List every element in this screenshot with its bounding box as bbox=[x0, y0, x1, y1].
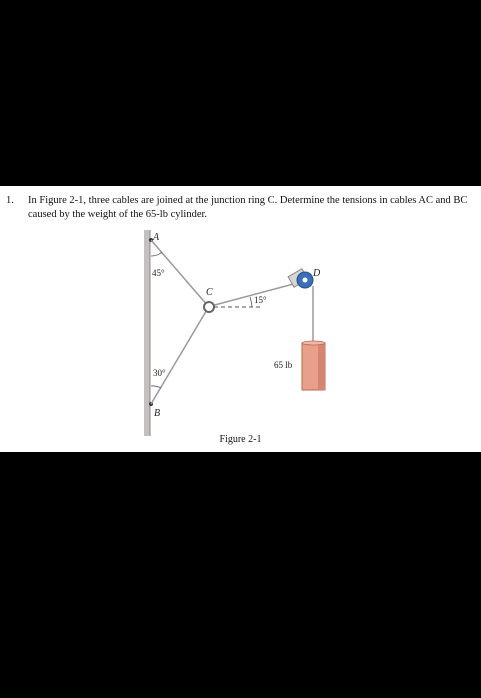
figure-caption: Figure 2-1 bbox=[219, 434, 262, 445]
angle-arc-c bbox=[250, 297, 252, 307]
wall bbox=[144, 230, 150, 436]
problem-text: In Figure 2-1, three cables are joined at the junction ring C. Determine the tensions in cables AC and BC caused by the weight of the 65-lb cylinder. bbox=[28, 195, 468, 220]
label-d: D bbox=[313, 268, 321, 279]
label-a: A bbox=[153, 232, 160, 243]
label-b: B bbox=[154, 408, 161, 419]
junction-ring-c bbox=[204, 302, 214, 312]
figure-2-1 bbox=[0, 186, 481, 452]
label-angle-b: 30° bbox=[153, 368, 166, 378]
label-weight: 65 lb bbox=[274, 360, 293, 370]
label-c: C bbox=[206, 287, 213, 298]
label-angle-c: 15° bbox=[254, 295, 267, 305]
label-angle-a: 45° bbox=[152, 268, 165, 278]
cable-bc bbox=[151, 308, 208, 404]
angle-arc-a bbox=[151, 252, 162, 256]
angle-arc-b bbox=[151, 386, 161, 388]
problem-number: 1. bbox=[6, 195, 14, 206]
pulley-hub bbox=[303, 278, 308, 283]
cylinder-shade bbox=[318, 343, 325, 390]
cylinder-top bbox=[302, 341, 325, 345]
problem-sheet bbox=[0, 186, 481, 452]
